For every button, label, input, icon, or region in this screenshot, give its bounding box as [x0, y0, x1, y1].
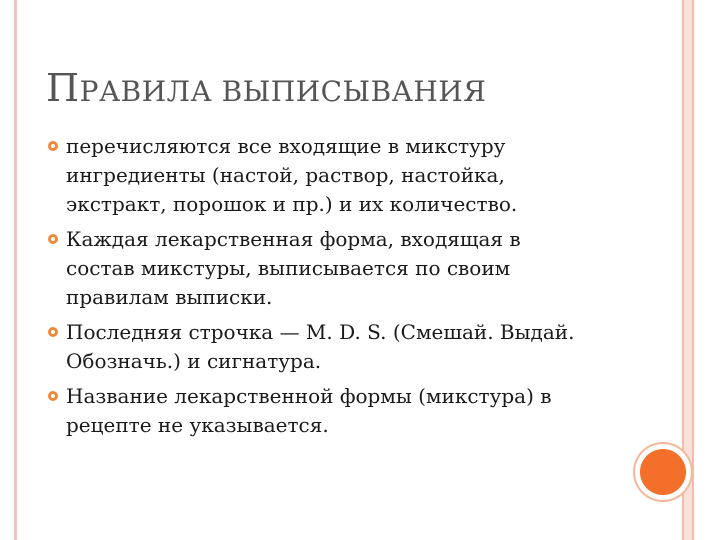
bullet-line: Название лекарственной формы (микстура) в	[66, 384, 552, 408]
bullet-line: экстракт, порошок и пр.) и их количество.	[66, 192, 518, 216]
left-frame-line	[14, 0, 17, 540]
bullet-icon	[48, 391, 58, 401]
title-first-letter: П	[46, 66, 80, 110]
bullet-line: состав микстуры, выписывается по своим	[66, 256, 511, 280]
bullet-icon	[48, 327, 58, 337]
title-rest: РАВИЛА ВЫПИСЫВАНИЯ	[79, 75, 487, 108]
bullet-item	[48, 132, 608, 219]
bullet-item	[48, 382, 608, 440]
bullet-line: перечисляются все входящие в микстуру	[66, 134, 506, 158]
bullet-list	[48, 132, 608, 446]
bullet-line: Обозначь.) и сигнатура.	[66, 349, 322, 373]
decorative-circle-icon	[640, 449, 686, 495]
bullet-line: ингредиенты (настой, раствор, настойка,	[66, 163, 505, 187]
right-frame-band	[682, 0, 694, 540]
bullet-icon	[48, 141, 58, 151]
bullet-line: Последняя строчка — M. D. S. (Смешай. Выдай.	[66, 320, 575, 344]
slide-title	[46, 66, 486, 110]
bullet-line: правилам выписки.	[66, 285, 273, 309]
bullet-item	[48, 318, 608, 376]
bullet-line: рецепте не указывается.	[66, 413, 329, 437]
bullet-icon	[48, 234, 58, 244]
bullet-line: Каждая лекарственная форма, входящая в	[66, 227, 521, 251]
bullet-item	[48, 225, 608, 312]
